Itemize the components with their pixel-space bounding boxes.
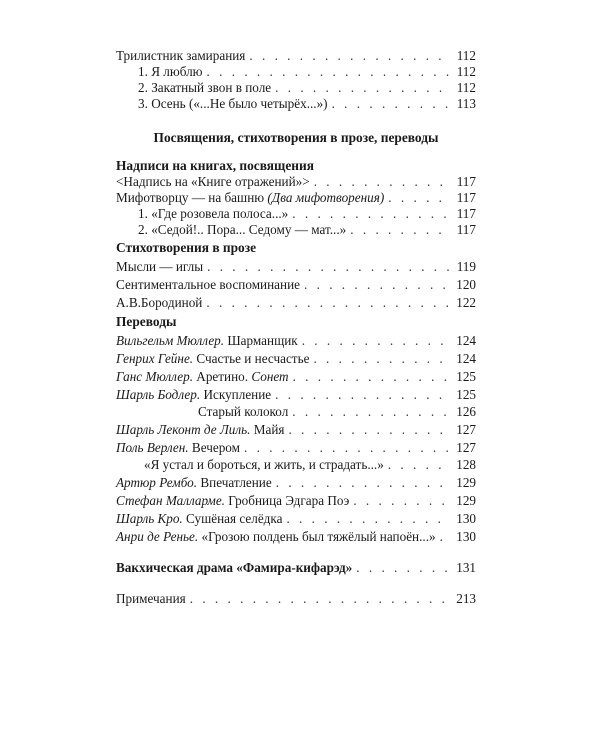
entry-title [116, 440, 240, 456]
page-number: 129 [456, 475, 476, 490]
entry-title [116, 190, 384, 206]
entry-title: 3. Осень («...Не было четырёх...») [138, 96, 328, 111]
dot-leader [207, 259, 450, 275]
entry-title: Трилистник замирания [116, 48, 246, 63]
subsection-heading: Надписи на книгах, посвящения [116, 158, 314, 173]
dot-leader [275, 387, 450, 403]
entry-author: Генрих Гейне. [116, 351, 194, 366]
dot-leader [249, 48, 450, 64]
entry-title [116, 511, 282, 527]
entry-title [116, 475, 272, 491]
dot-leader [292, 206, 450, 222]
page-number: 127 [456, 422, 476, 437]
entry-work: Майя [250, 422, 285, 437]
dot-leader [292, 404, 450, 420]
toc-entry [138, 206, 476, 222]
entry-author: Ганс Мюллер. [116, 369, 193, 384]
entry-title: Мысли — иглы [116, 259, 204, 274]
dot-leader [276, 475, 450, 491]
page-number: 131 [456, 560, 476, 575]
section-heading: Посвящения, стихотворения в прозе, переводы [153, 130, 439, 145]
dot-leader [388, 457, 450, 473]
toc-entry [144, 457, 476, 473]
entry-work: Счастье и несчастье [193, 351, 310, 366]
entry-title: Сентиментальное воспоминание [116, 277, 300, 292]
subsection-heading: Переводы [116, 314, 177, 329]
entry-title: Вакхическая драма «Фамира-кифарэд» [116, 560, 353, 575]
page-number: 129 [456, 493, 476, 508]
subsection-heading: Стихотворения в прозе [116, 240, 257, 255]
dot-leader [275, 80, 450, 96]
entry-author: Анри де Ренье. [116, 529, 199, 544]
page-number: 124 [456, 351, 476, 366]
dot-leader [190, 591, 450, 607]
toc-entry [138, 96, 476, 112]
entry-title: 2. Закатный звон в поле [138, 80, 272, 95]
entry-author: Вильгельм Мюллер. [116, 333, 225, 348]
dot-leader [206, 295, 450, 311]
toc-entry [116, 351, 476, 367]
entry-author: Стефан Малларме. [116, 493, 225, 508]
toc-entry [116, 369, 476, 385]
toc-entry [116, 440, 476, 456]
page-number: 113 [456, 96, 476, 111]
toc-entry [116, 560, 476, 576]
toc-entry [138, 80, 476, 96]
toc-entry [116, 493, 476, 509]
entry-title [116, 529, 436, 545]
toc-entry [116, 333, 476, 349]
toc-entry [116, 174, 476, 190]
entry-title [116, 493, 349, 509]
entry-author: Артюр Рембо. [116, 475, 198, 490]
entry-title-text: Мифотворцу — на башню [116, 190, 268, 205]
dot-leader [207, 64, 450, 80]
entry-work: Гробница Эдгара Поэ [224, 493, 350, 508]
dot-leader [302, 333, 450, 349]
entry-title [116, 333, 298, 349]
dot-leader [332, 96, 450, 112]
entry-work: Искупление [200, 387, 272, 402]
entry-title: 2. «Седой!.. Пора... Седому — мат...» [138, 222, 347, 237]
entry-title [116, 422, 284, 438]
page-number: 130 [456, 511, 476, 526]
entry-work: Впечатление [197, 475, 272, 490]
toc-entry [198, 404, 476, 420]
page-number: 128 [456, 457, 476, 472]
entry-work-italic: Сонет [251, 369, 289, 384]
entry-work: Сушёная селёдка [182, 511, 283, 526]
toc-entry [116, 190, 476, 206]
page-number: 117 [456, 190, 476, 205]
page-number: 124 [456, 333, 476, 348]
page-number: 125 [456, 369, 476, 384]
toc-entry [116, 277, 476, 293]
toc-entry [116, 387, 476, 403]
page-number: 126 [456, 404, 476, 419]
dot-leader [293, 369, 450, 385]
toc-entry [116, 511, 476, 527]
entry-title: <Надпись на «Книге отражений»> [116, 174, 310, 189]
entry-work: Старый колокол [198, 404, 289, 419]
page-number: 119 [456, 259, 476, 274]
page-number: 122 [456, 295, 476, 310]
toc-entry [116, 295, 476, 311]
entry-work: «Я устал и бороться, и жить, и страдать...» [144, 457, 384, 472]
entry-title: Примечания [116, 591, 186, 606]
page-number: 112 [456, 48, 476, 63]
page-number: 117 [456, 222, 476, 237]
page-number: 117 [456, 206, 476, 221]
page-number: 112 [456, 64, 476, 79]
entry-work: Вечером [188, 440, 240, 455]
dot-leader [286, 511, 450, 527]
entry-author: Шарль Кро. [116, 511, 183, 526]
dot-leader [288, 422, 450, 438]
toc-entry [116, 259, 476, 275]
toc-entry [116, 591, 476, 607]
page-number: 127 [456, 440, 476, 455]
dot-leader [244, 440, 450, 456]
toc-entry [138, 64, 476, 80]
toc-entry [116, 422, 476, 438]
entry-title: 1. «Где розовела полоса...» [138, 206, 289, 221]
entry-author: Шарль Леконт де Лиль. [116, 422, 251, 437]
dot-leader [314, 174, 450, 190]
dot-leader [304, 277, 450, 293]
entry-title: А.В.Бородиной [116, 295, 203, 310]
entry-title-italic: (Два мифотворения) [267, 190, 385, 205]
page-number: 112 [456, 80, 476, 95]
entry-author: Шарль Бодлер. [116, 387, 201, 402]
dot-leader [353, 493, 450, 509]
entry-work: Аретино. [193, 369, 252, 384]
page-number: 130 [456, 529, 476, 544]
dot-leader [313, 351, 450, 367]
toc-entry [116, 475, 476, 491]
toc-entry [116, 48, 476, 64]
dot-leader [388, 190, 450, 206]
dot-leader [356, 560, 450, 576]
page-number: 117 [456, 174, 476, 189]
entry-title [116, 351, 309, 367]
page-number: 213 [456, 591, 476, 606]
page-number: 125 [456, 387, 476, 402]
toc-entry [138, 222, 476, 238]
entry-work: Шарманщик [224, 333, 298, 348]
dot-leader [440, 529, 450, 545]
entry-title: 1. Я люблю [138, 64, 203, 79]
entry-work: «Грозою полдень был тяжёлый напоён...» [198, 529, 436, 544]
dot-leader [350, 222, 450, 238]
entry-title [116, 387, 271, 403]
toc-entry [116, 529, 476, 545]
page-number: 120 [456, 277, 476, 292]
entry-title [116, 369, 289, 385]
entry-author: Поль Верлен. [116, 440, 189, 455]
